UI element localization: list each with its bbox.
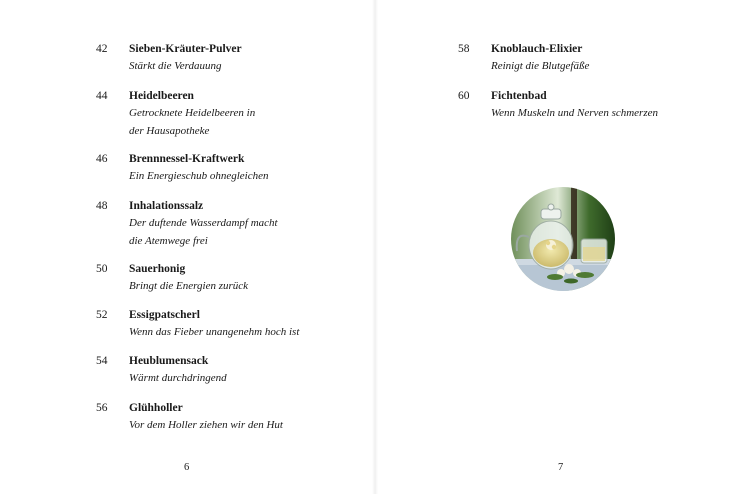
entry-subtitle: Bringt die Energien zurück (129, 280, 249, 292)
entry-title: Heidelbeeren (129, 90, 194, 102)
entry-title: Glühholler (129, 402, 183, 414)
entry-title: Fichtenbad (491, 90, 547, 102)
entry-page-number: 52 (96, 309, 108, 321)
entry-page-number: 46 (96, 153, 108, 165)
entry-title: Sieben-Kräuter-Pulver (129, 43, 242, 55)
entry-page-number: 48 (96, 200, 108, 212)
page-number: 6 (184, 462, 190, 473)
entry-subtitle: Ein Energieschub ohnegleichen (129, 170, 269, 182)
entry-subtitle: Getrocknete Heidelbeeren in der Hausapotheke (129, 107, 256, 137)
entry-subtitle: Reinigt die Blutgefäße (491, 60, 590, 72)
page-number: 7 (558, 462, 564, 473)
entry-title: Inhalationssalz (129, 200, 204, 212)
entry-subtitle: Vor dem Holler ziehen wir den Hut (129, 419, 283, 431)
entry-title: Heublumensack (129, 355, 209, 367)
entry-title: Essigpatscherl (129, 309, 200, 321)
entry-subtitle: Wenn Muskeln und Nerven schmerzen (491, 107, 658, 119)
entry-subtitle: Stärkt die Verdauung (129, 60, 222, 72)
entry-title: Knoblauch-Elixier (491, 43, 583, 55)
entry-title: Sauerhonig (129, 263, 186, 275)
entry-page-number: 60 (458, 90, 470, 102)
entry-subtitle: Wenn das Fieber unangenehm hoch ist (129, 326, 300, 338)
entry-page-number: 54 (96, 355, 108, 367)
right-page (375, 0, 750, 494)
entry-page-number: 44 (96, 90, 108, 102)
entry-title: Brennnessel-Kraftwerk (129, 153, 245, 165)
entry-page-number: 42 (96, 43, 108, 55)
entry-page-number: 50 (96, 263, 108, 275)
entry-page-number: 58 (458, 43, 470, 55)
entry-page-number: 56 (96, 402, 108, 414)
entry-subtitle: Der duftende Wasserdampf macht die Atemwege frei (129, 217, 278, 247)
tea-photo (511, 187, 615, 291)
entry-subtitle: Wärmt durchdringend (129, 372, 227, 384)
